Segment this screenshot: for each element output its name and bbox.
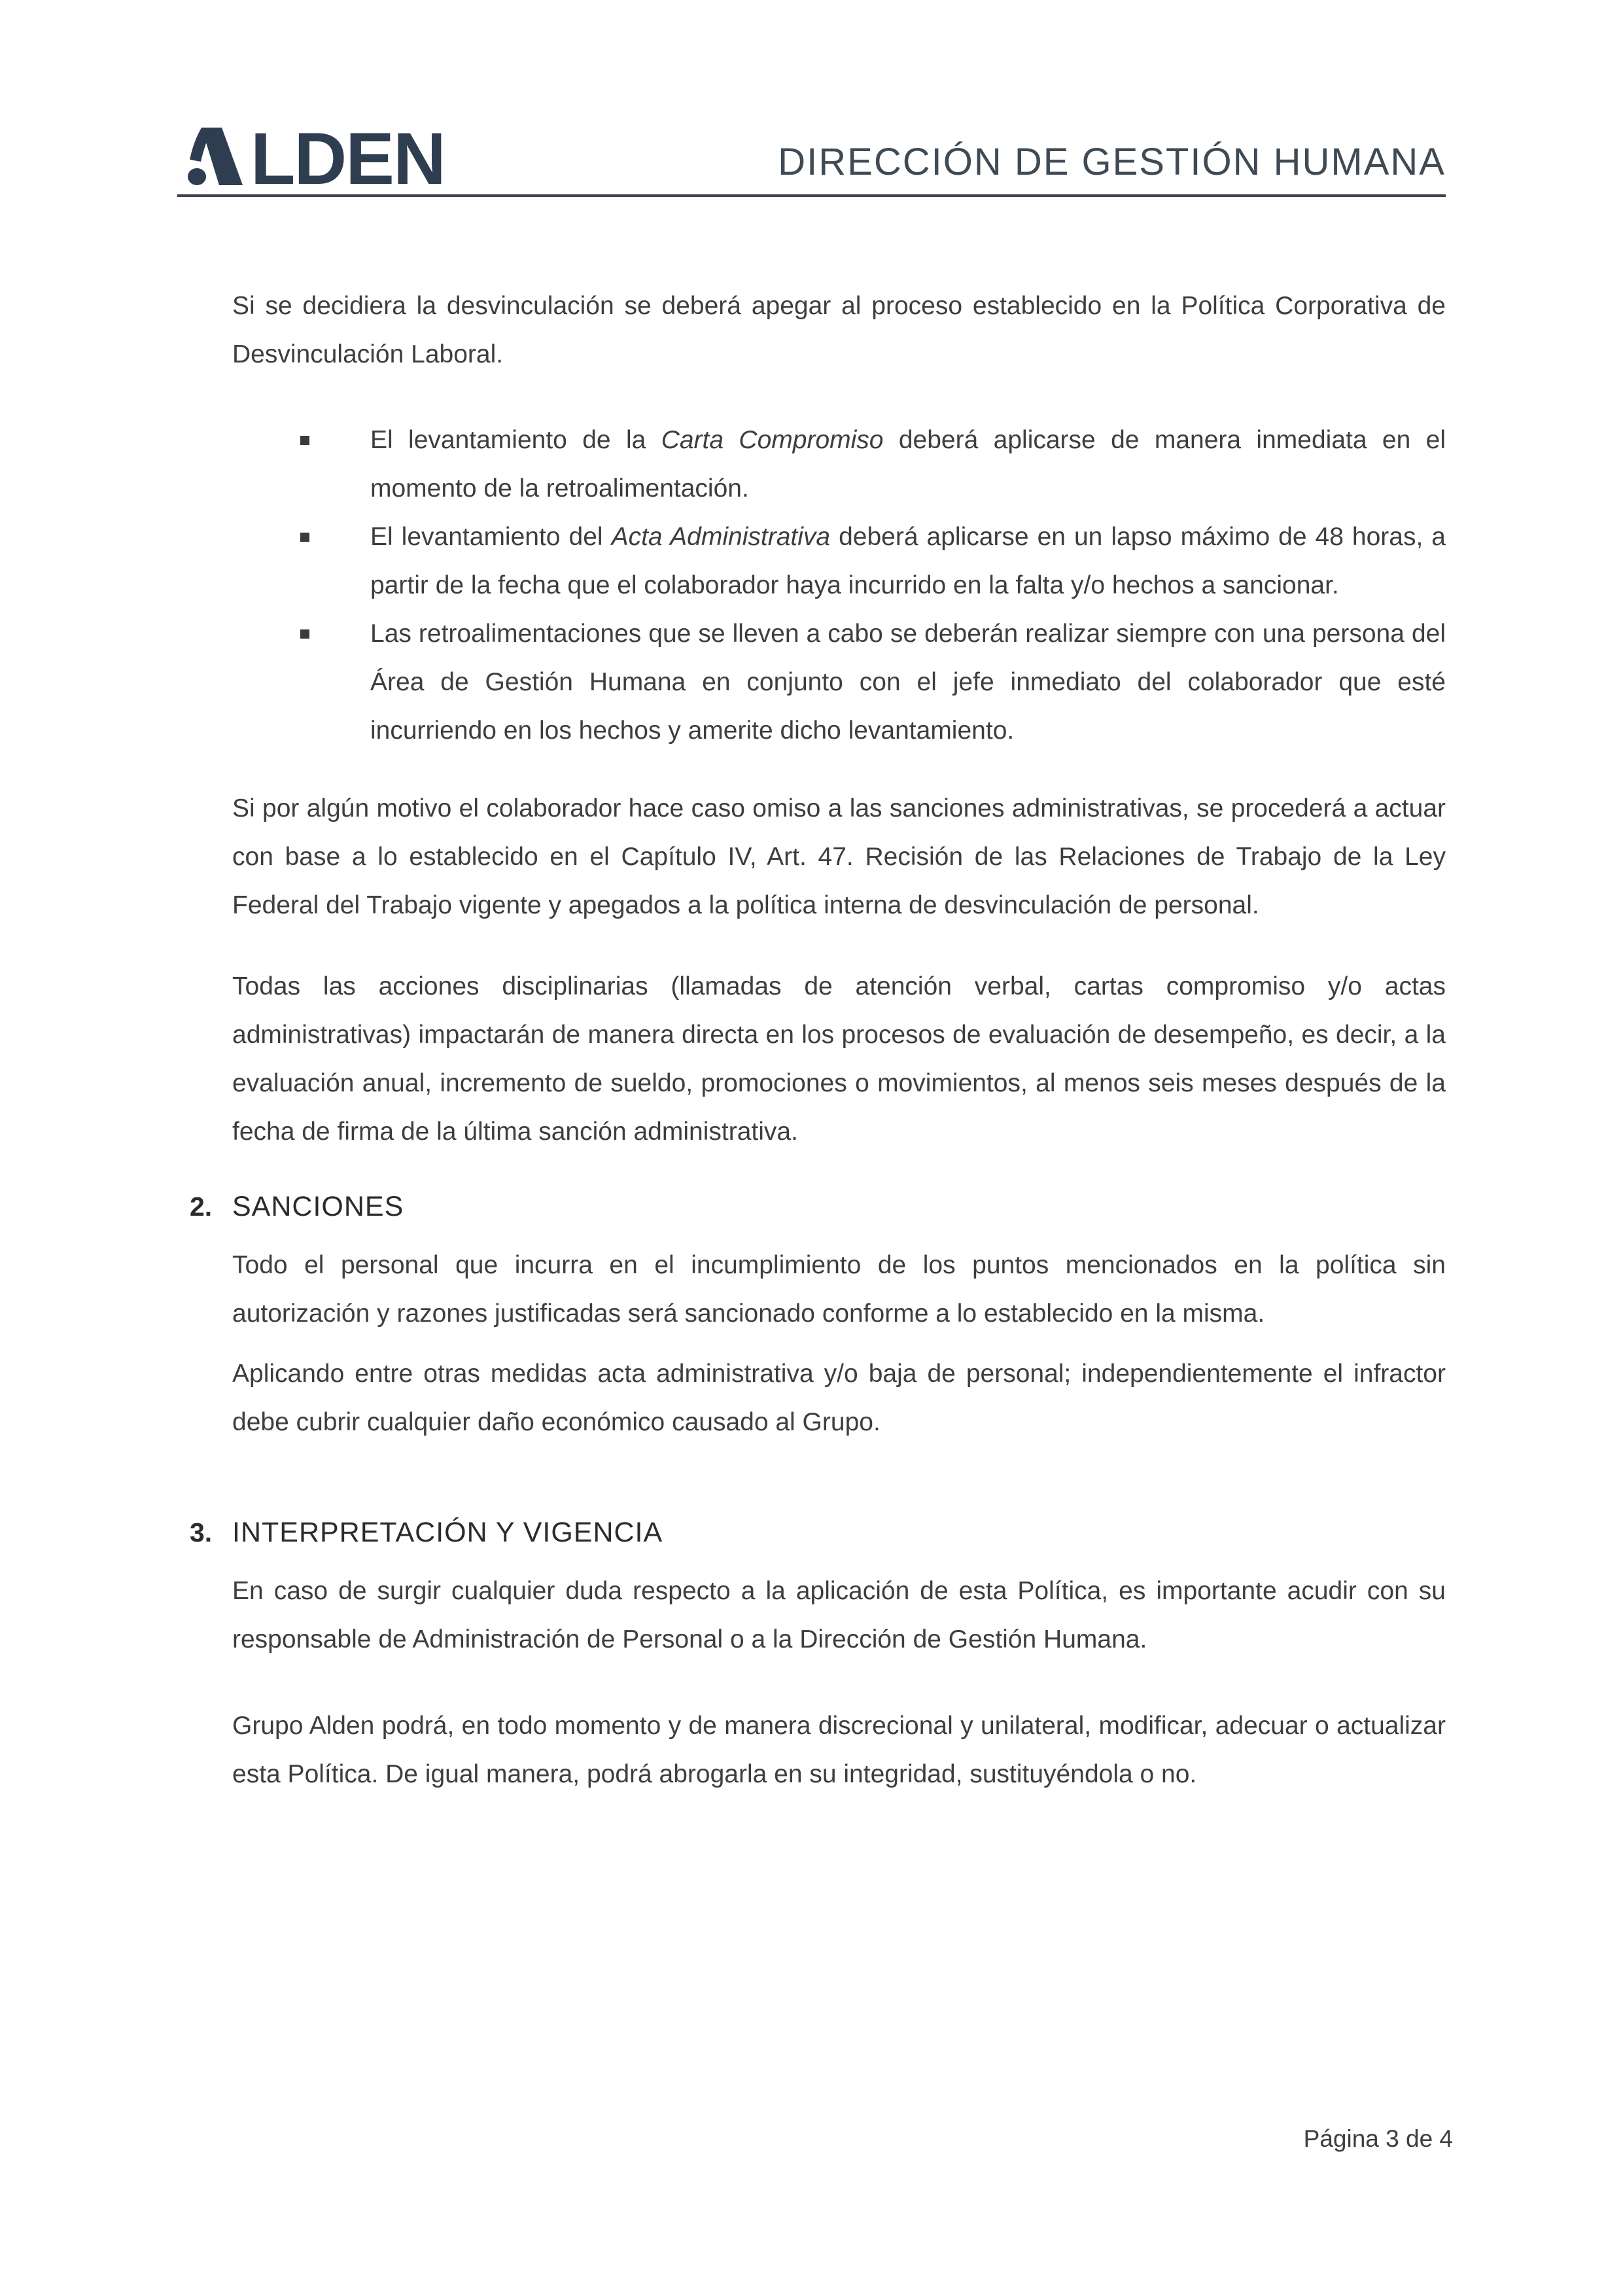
section-2-paragraph: Aplicando entre otras medidas acta administrativa y/o baja de personal; independientemente el infractor debe cubrir cualquier daño económico causado al Grupo. — [232, 1360, 1446, 1436]
bullet-text-italic: Carta Compromiso — [661, 426, 884, 454]
bullet-text-pre: Las retroalimentaciones que se lleven a cabo se deberán realizar siempre con una persona del Área de Gestión Humana en conjunto con el jefe inmediato del colaborador que esté incurriendo en los hechos y amerite dicho levantamiento. — [370, 620, 1446, 745]
section-3-number: 3. — [190, 1517, 213, 1547]
list-item — [300, 416, 1446, 513]
alden-logo-letters: LDEN — [251, 128, 445, 185]
section-2-number: 2. — [190, 1192, 213, 1222]
list-item — [300, 610, 1446, 755]
bullet-square-icon — [300, 629, 309, 639]
bullet-square-icon — [300, 436, 309, 445]
page-header — [0, 0, 1623, 185]
page-footer — [1304, 2125, 1453, 2153]
bullet-list — [190, 416, 1446, 755]
bullet-text-italic: Acta Administrativa — [611, 523, 831, 551]
bullet-square-icon — [300, 533, 309, 542]
section-sanciones — [190, 1182, 1446, 1447]
section-3-paragraph: En caso de surgir cualquier duda respecto a la aplicación de esta Política, es importante acudir con su responsable de Administración de Personal o a la Dirección de Gestión Humana. — [232, 1577, 1446, 1653]
bullet-text-pre: El levantamiento de la — [370, 426, 661, 454]
intro-paragraph: Si se decidiera la desvinculación se deberá apegar al proceso establecido en la Política Corporativa de Desvinculación Laboral. — [232, 292, 1446, 368]
bullet-text-pre: El levantamiento del — [370, 523, 612, 551]
section-3-title: INTERPRETACIÓN Y VIGENCIA — [232, 1517, 663, 1548]
alden-logo-a-icon — [188, 128, 243, 185]
bullet-text-post: deberá aplicarse de manera inmediata en el momento de la retroalimentación. — [370, 426, 1446, 503]
list-item — [300, 513, 1446, 610]
bullet-text-post: deberá aplicarse en un lapso máximo de 48 horas, a partir de la fecha que el colaborador haya incurrido en la falta y/o hechos a sancionar. — [370, 523, 1446, 599]
paragraph-sanciones-omiso: Si por algún motivo el colaborador hace caso omiso a las sanciones administrativas, se procederá a actuar con base a lo establecido en el Capítulo IV, Art. 47. Recisión de las Relaciones de Trabajo de la Ley Federal del Trabajo vigente y apegados a la política interna de desvinculación de personal. — [232, 794, 1446, 919]
page-number: Página 3 de 4 — [1303, 2125, 1453, 2152]
section-2-heading — [190, 1182, 1446, 1231]
document-content — [190, 282, 1446, 1799]
paragraph-acciones-disciplinarias: Todas las acciones disciplinarias (llamadas de atención verbal, cartas compromiso y/o actas administrativas) impactarán de manera directa en los procesos de evaluación de desempeño, es decir, a la evaluación anual, incremento de sueldo, promociones o movimientos, al menos seis meses después de la fecha de firma de la última sanción administrativa. — [232, 972, 1446, 1146]
section-3-heading — [190, 1508, 1446, 1557]
section-2-title: SANCIONES — [232, 1191, 404, 1222]
alden-logo — [188, 128, 457, 185]
header-rule — [177, 194, 1446, 197]
department-title: DIRECCIÓN DE GESTIÓN HUMANA — [778, 141, 1446, 183]
section-interpretacion-vigencia — [190, 1508, 1446, 1799]
section-2-paragraph: Todo el personal que incurra en el incumplimiento de los puntos mencionados en la política sin autorización y razones justificadas será sancionado conforme a lo establecido en la misma. — [232, 1251, 1446, 1328]
section-3-paragraph: Grupo Alden podrá, en todo momento y de manera discrecional y unilateral, modificar, adecuar o actualizar esta Política. De igual manera, podrá abrogarla en su integridad, sustituyéndola o no. — [232, 1712, 1446, 1788]
